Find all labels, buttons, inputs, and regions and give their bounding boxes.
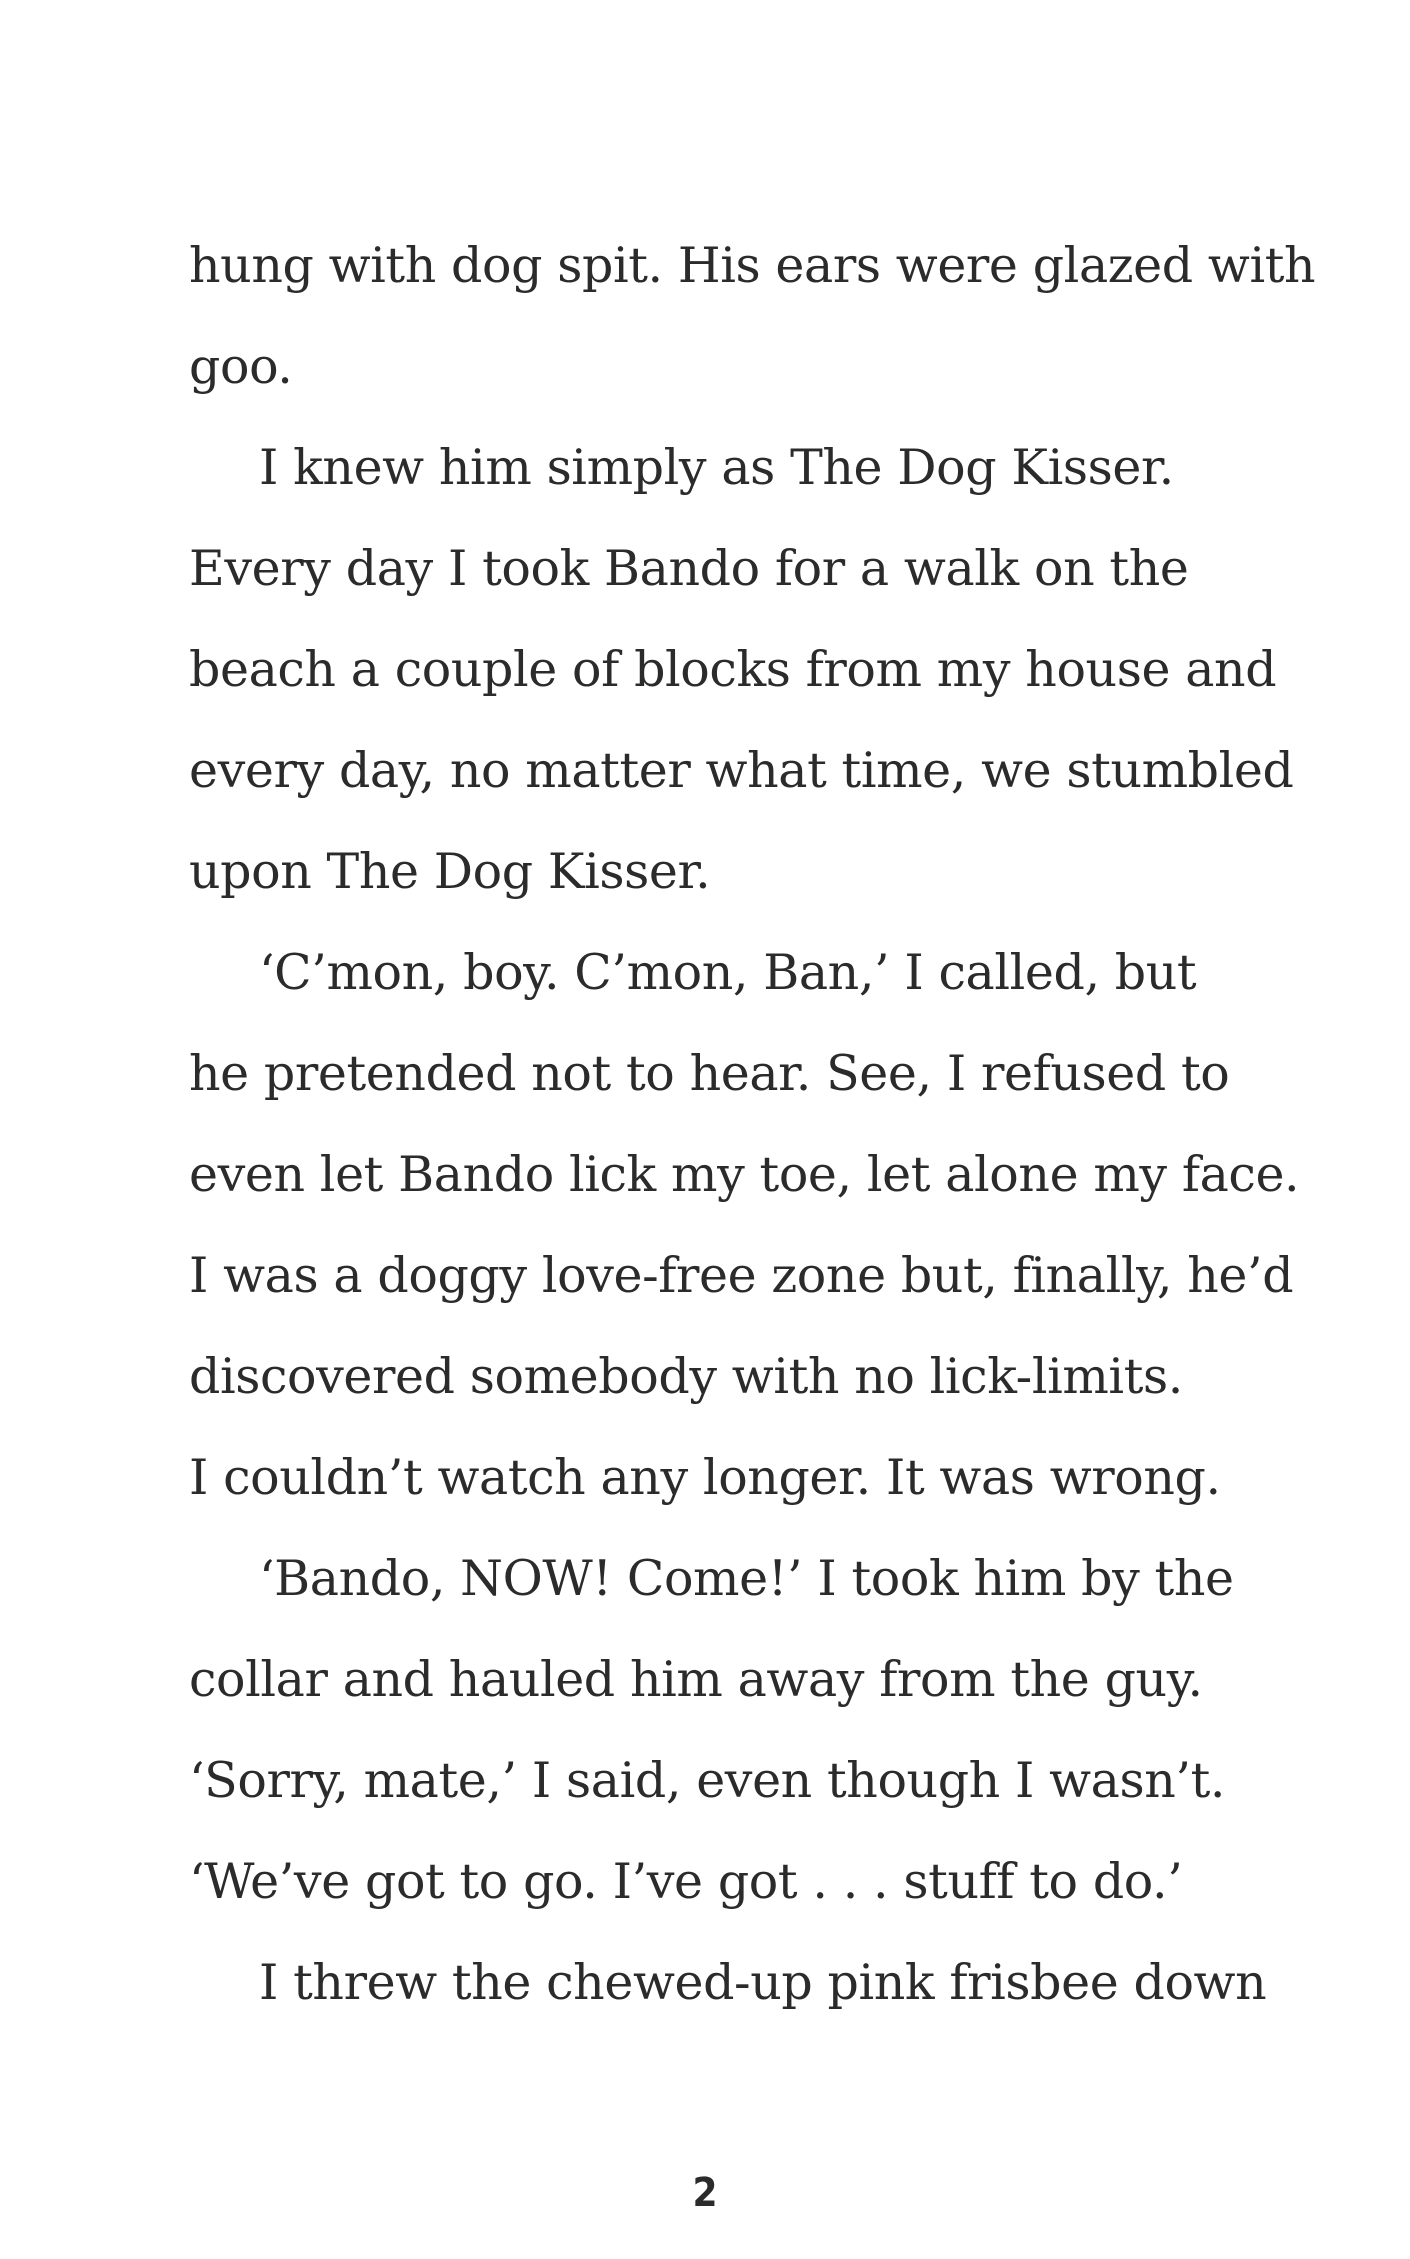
text-line: ‘Sorry, mate,’ I said, even though I wasn’t. xyxy=(189,1752,1226,1809)
body-text xyxy=(189,215,1316,2033)
text-line: discovered somebody with no lick-limits. xyxy=(189,1348,1183,1405)
text-line: ‘C’mon, boy. C’mon, Ban,’ I called, but xyxy=(259,944,1197,1001)
page-number: 2 xyxy=(692,2170,718,2216)
text-line: even let Bando lick my toe, let alone my face. xyxy=(189,1146,1300,1203)
text-line: upon The Dog Kisser. xyxy=(189,843,711,900)
text-line: I knew him simply as The Dog Kisser. xyxy=(259,439,1174,496)
text-line: hung with dog spit. His ears were glazed with xyxy=(189,237,1316,294)
text-line: collar and hauled him away from the guy. xyxy=(189,1651,1203,1708)
text-line: ‘Bando, NOW! Come!’ I took him by the xyxy=(259,1550,1234,1607)
text-line: Every day I took Bando for a walk on the xyxy=(189,540,1189,597)
text-line: goo. xyxy=(189,338,293,395)
text-line: I was a doggy love-free zone but, finally, he’d xyxy=(189,1247,1294,1304)
text-line: ‘We’ve got to go. I’ve got . . . stuff to do.’ xyxy=(189,1853,1183,1910)
text-line: I couldn’t watch any longer. It was wrong. xyxy=(189,1449,1221,1506)
text-line: every day, no matter what time, we stumbled xyxy=(189,742,1294,799)
text-line: he pretended not to hear. See, I refused to xyxy=(189,1045,1230,1102)
text-line: beach a couple of blocks from my house and xyxy=(189,641,1277,698)
text-line: I threw the chewed-up pink frisbee down xyxy=(259,1954,1267,2011)
